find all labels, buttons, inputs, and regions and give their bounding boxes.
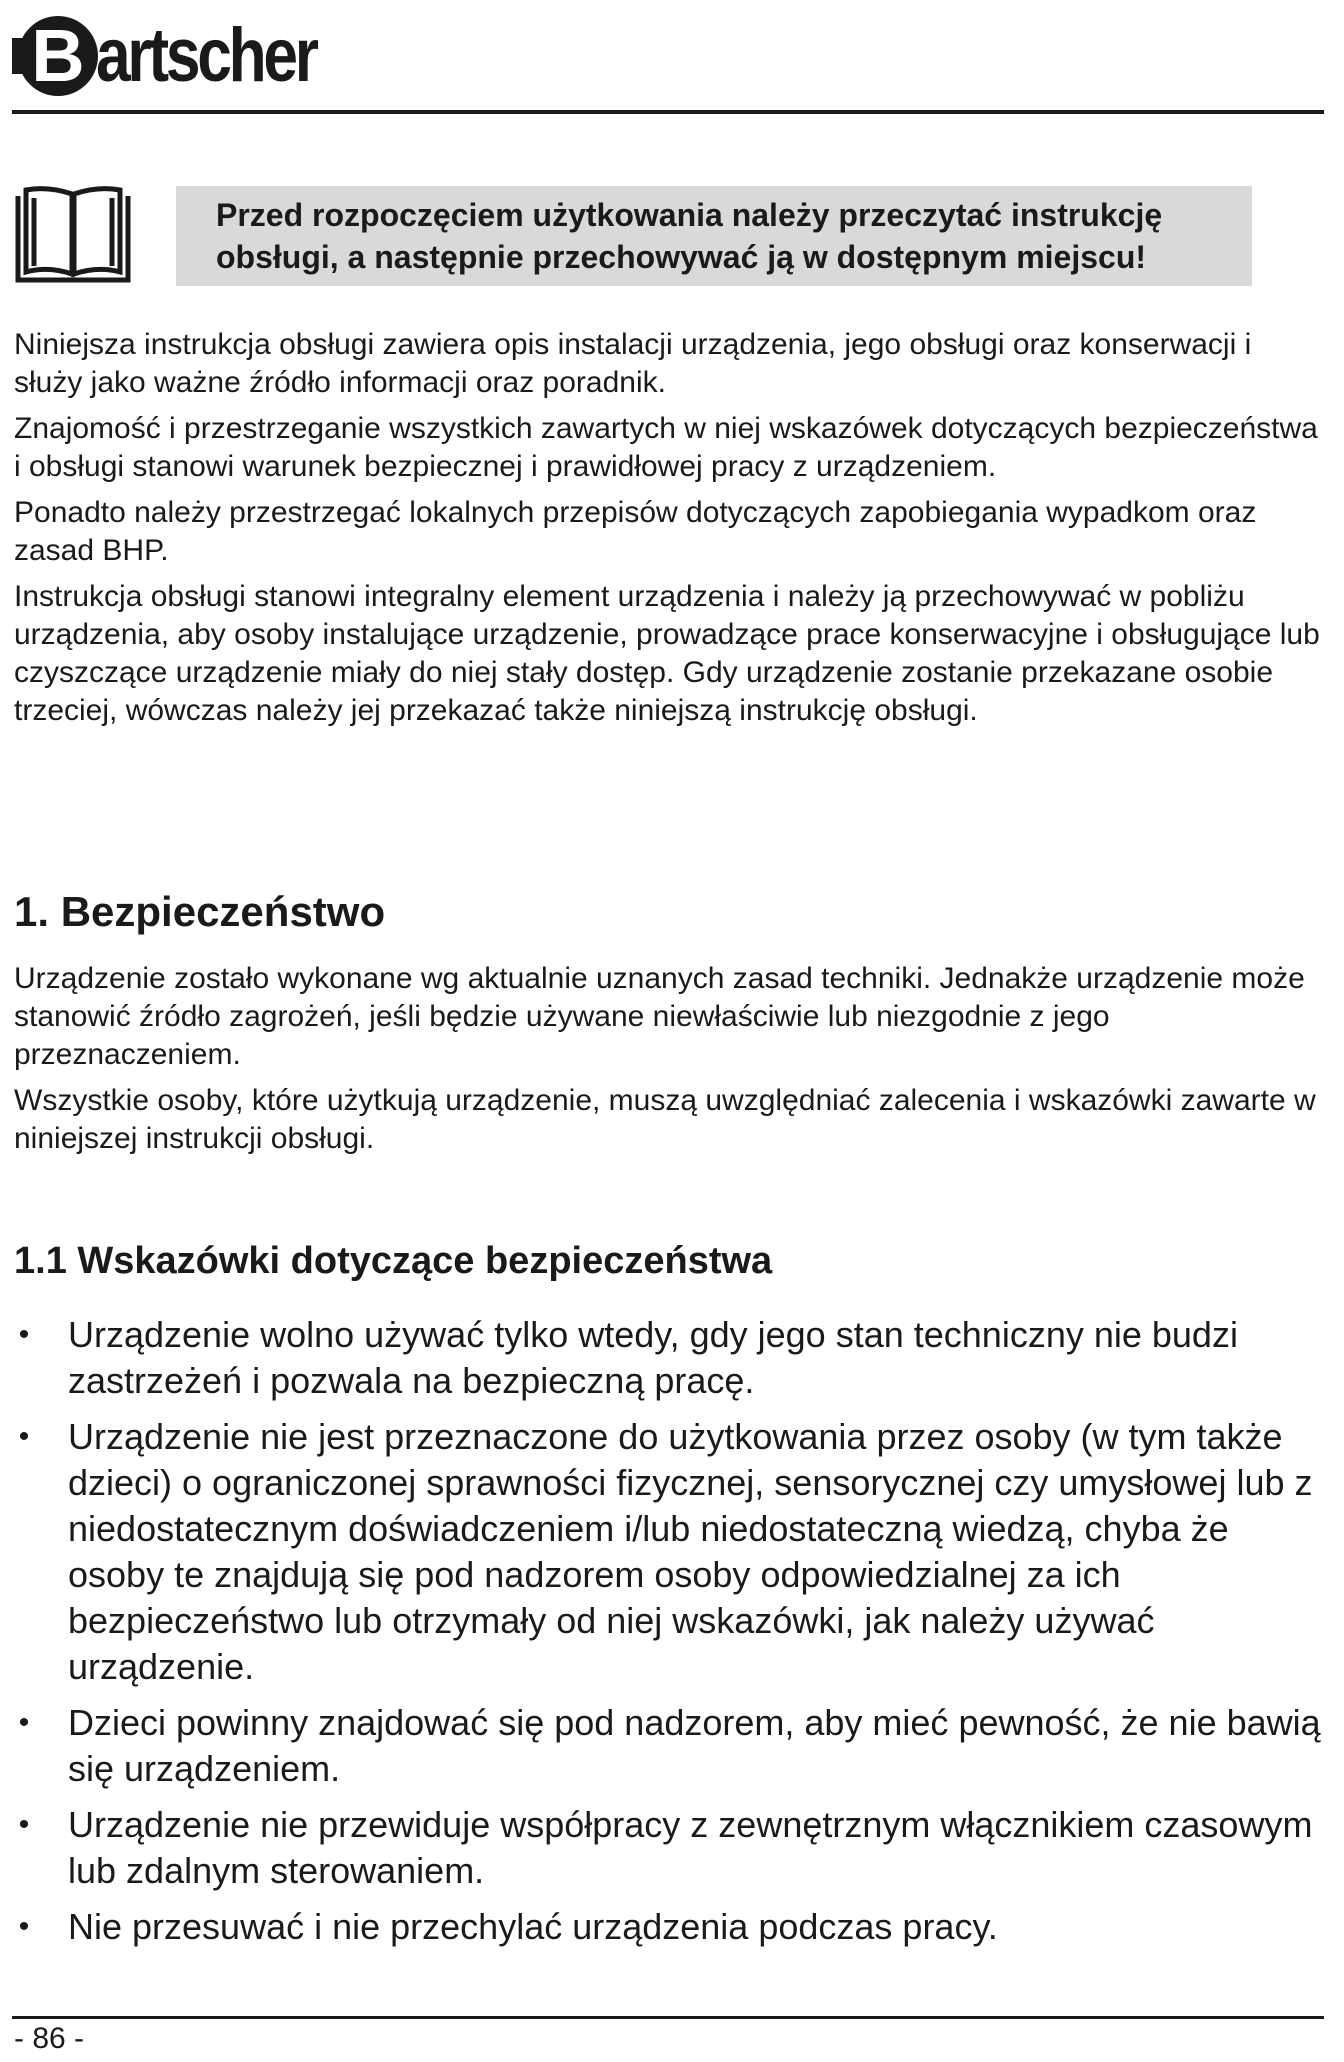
footer-divider — [12, 2016, 1324, 2019]
list-item — [14, 1802, 1334, 1894]
section-1-paragraph: Urządzenie zostało wykonane wg aktualnie uznanych zasad techniki. Jednakże urządzenie może stanowić źródło zagrożeń, jeśli będzie używane niewłaściwie lub niezgodnie z jego przeznaczeniem. — [14, 962, 1305, 1071]
list-item-text: Urządzenie nie przewiduje współpracy z zewnętrznym włącznikiem czasowym lub zdalnym sterowaniem. — [68, 1804, 1313, 1891]
bullet-icon: • — [18, 1808, 30, 1841]
intro-paragraph: Instrukcja obsługi stanowi integralny element urządzenia i należy ją przechowywać w pobliżu urządzenia, aby osoby instalujące urządzenie, prowadzące prace konserwacyjne i obsługujące lub czyszczące urządzenie miały do niej stały dostęp. Gdy urządzenie zostanie przekazane osobie trzeciej, wówczas należy jej przekazać także niniejszą instrukcję obsługi. — [14, 580, 1320, 727]
brand-logo — [18, 8, 364, 104]
book-icon — [12, 186, 134, 286]
section-1-title: 1. Bezpieczeństwo — [14, 888, 386, 935]
page-number: - 86 - — [14, 2022, 85, 2055]
bullet-icon: • — [18, 1420, 30, 1453]
brand-logo-mark: B — [18, 16, 98, 96]
notice-box — [176, 186, 1252, 286]
intro-paragraph: Ponadto należy przestrzegać lokalnych przepisów dotyczących zapobiegania wypadkom oraz zasad BHP. — [14, 496, 1257, 567]
list-item — [14, 1904, 1334, 1950]
bullet-icon: • — [18, 1706, 30, 1739]
list-item — [14, 1414, 1334, 1690]
safety-bullet-list — [14, 1312, 1334, 1960]
notice-line-1: Przed rozpoczęciem użytkowania należy przeczytać instrukcję — [216, 197, 1163, 233]
header-divider — [12, 110, 1324, 114]
bullet-icon: • — [18, 1910, 30, 1943]
list-item-text: Nie przesuwać i nie przechylać urządzenia podczas pracy. — [68, 1906, 998, 1947]
list-item-text: Urządzenie nie jest przeznaczone do użytkowania przez osoby (w tym także dzieci) o ograniczonej sprawności fizycznej, sensorycznej czy umysłowej lub z niedostatecznym doświadczeniem i/lub niedostateczną wiedzą, chyba że osoby te znajdują się pod nadzorem osoby odpowiedzialnej za ich bezpieczeństwo lub otrzymały od niej wskazówki, jak należy używać urządzenie. — [68, 1416, 1313, 1687]
intro-paragraph: Znajomość i przestrzeganie wszystkich zawartych w niej wskazówek dotyczących bezpieczeństwa i obsługi stanowi warunek bezpiecznej i prawidłowej pracy z urządzeniem. — [14, 412, 1318, 483]
intro-paragraph: Niniejsza instrukcja obsługi zawiera opis instalacji urządzenia, jego obsługi oraz konserwacji i służy jako ważne źródło informacji oraz poradnik. — [14, 328, 1252, 399]
list-item — [14, 1700, 1334, 1792]
list-item — [14, 1312, 1334, 1404]
list-item-text: Dzieci powinny znajdować się pod nadzorem, aby mieć pewność, że nie bawią się urządzeniem. — [68, 1702, 1321, 1789]
bullet-icon: • — [18, 1318, 30, 1351]
section-1-1-title: 1.1 Wskazówki dotyczące bezpieczeństwa — [14, 1240, 773, 1282]
section-1-body — [14, 960, 1324, 1166]
brand-logo-text: artscher — [96, 13, 316, 98]
section-1-paragraph: Wszystkie osoby, które użytkują urządzenie, muszą uwzględniać zalecenia i wskazówki zawarte w niniejszej instrukcji obsługi. — [14, 1084, 1316, 1155]
read-manual-notice — [12, 186, 1252, 290]
list-item-text: Urządzenie wolno używać tylko wtedy, gdy jego stan techniczny nie budzi zastrzeżeń i pozwala na bezpieczną pracę. — [68, 1314, 1238, 1401]
notice-line-2: obsługi, a następnie przechowywać ją w dostępnym miejscu! — [216, 239, 1147, 275]
intro-section — [14, 326, 1324, 738]
